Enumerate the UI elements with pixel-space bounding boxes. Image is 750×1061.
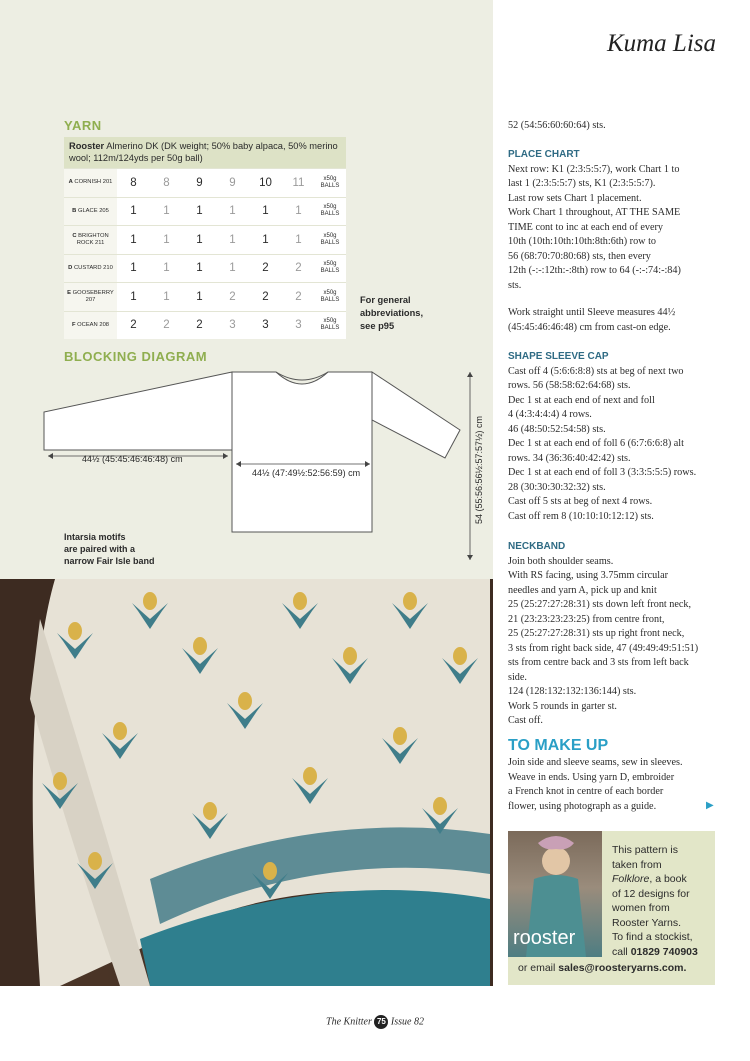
yarn-shade-label: E GOOSEBERRY 207 xyxy=(64,283,117,311)
promo-line: call xyxy=(612,945,628,958)
instruction-line: Join side and sleeve seams, sew in sleeves. xyxy=(508,757,683,768)
yarn-table xyxy=(64,137,346,339)
yarn-row xyxy=(64,311,346,340)
yarn-quantity: 2 xyxy=(229,290,236,303)
yarn-heading: YARN xyxy=(64,118,102,133)
sleeve-cap-heading: SHAPE SLEEVE CAP xyxy=(508,351,609,362)
instruction-line: last 1 (2:3:5:5:7) sts, K1 (2:3:5:5:7). xyxy=(508,178,656,189)
instruction-line: (45:45:46:46:48) cm from cast-on edge. xyxy=(508,321,671,333)
length-label: 54 (55:56:56½:57:57½) cm xyxy=(474,415,484,525)
yarn-quantity: 2 xyxy=(130,319,137,332)
phone-number[interactable]: 01829 740903 xyxy=(630,945,698,958)
instruction-line: Cast off. xyxy=(508,715,543,726)
yarn-quantity: 1 xyxy=(262,205,269,218)
yarn-quantity: 1 xyxy=(295,233,302,246)
yarn-quantity: 8 xyxy=(163,176,170,189)
issue-number: Issue 82 xyxy=(390,1016,424,1028)
yarn-unit: x50g BALLS xyxy=(320,318,340,332)
instruction-line: TIME cont to inc at each end of every xyxy=(508,221,664,233)
sleeve-cap-text xyxy=(508,365,730,525)
yarn-shade-label: F OCEAN 208 xyxy=(64,312,117,340)
yarn-quantity: 9 xyxy=(196,176,203,189)
instruction-line: Last row sets Chart 1 placement. xyxy=(508,192,642,204)
neckband-heading: NECKBAND xyxy=(508,541,566,552)
yarn-description xyxy=(64,137,346,168)
promo-line: or email xyxy=(518,962,556,974)
yarn-quantity: 1 xyxy=(163,290,170,303)
sleeve-cap-section xyxy=(508,350,730,524)
yarn-quantity: 3 xyxy=(229,319,236,332)
yarn-quantity: 1 xyxy=(196,233,203,246)
yarn-quantity: 1 xyxy=(229,262,236,275)
yarn-quantity: 1 xyxy=(130,205,137,218)
promo-line: To find a stockist, xyxy=(612,931,693,943)
yarn-unit: x50g BALLS xyxy=(320,289,340,303)
yarn-quantity: 9 xyxy=(229,176,236,189)
yarn-quantity: 2 xyxy=(262,262,269,275)
yarn-row xyxy=(64,168,346,197)
instruction-line: 28 (30:30:30:32:32) sts. xyxy=(508,481,606,493)
instruction-line: Dec 1 st at each end of foll 6 (6:7:6:6:8) alt xyxy=(508,438,684,449)
instruction-line: Dec 1 st at each end of foll 3 (3:3:5:5:5) rows. xyxy=(508,467,697,478)
yarn-quantity: 1 xyxy=(163,205,170,218)
rooster-logo: rooster xyxy=(513,927,576,949)
make-up-heading: TO MAKE UP xyxy=(508,737,609,754)
promo-text xyxy=(612,843,712,959)
instruction-line: side. xyxy=(508,671,527,683)
book-promo xyxy=(508,831,715,985)
instruction-line: sts. xyxy=(508,279,522,291)
make-up-text xyxy=(508,756,730,814)
sweater-photo xyxy=(0,579,493,986)
promo-line: Rooster Yarns. xyxy=(612,916,682,929)
instruction-line: Work straight until Sleeve measures 44½ xyxy=(508,307,676,318)
straight-section xyxy=(508,306,730,335)
yarn-unit: x50g BALLS xyxy=(320,232,340,246)
make-up-section xyxy=(508,756,730,814)
page-number: 75 xyxy=(374,1015,388,1029)
yarn-unit: x50g BALLS xyxy=(320,204,340,218)
promo-line: women from xyxy=(612,902,670,914)
instructions-continued xyxy=(508,119,730,134)
instruction-line: 10th (10th:10th:10th:8th:6th) row to xyxy=(508,236,656,247)
instruction-line: needles and yarn A, pick up and knit xyxy=(508,584,657,596)
note-line: abbreviations, xyxy=(360,308,424,318)
instruction-line: Join both shoulder seams. xyxy=(508,555,614,567)
yarn-row xyxy=(64,225,346,254)
intarsia-note xyxy=(64,531,155,567)
general-abbreviations-note xyxy=(360,294,423,333)
yarn-quantity: 2 xyxy=(295,262,302,275)
instruction-line: flower, using photograph as a guide. xyxy=(508,800,657,812)
yarn-quantity: 1 xyxy=(295,205,302,218)
continued-line: 52 (54:56:60:60:64) sts. xyxy=(508,120,606,131)
yarn-quantity: 1 xyxy=(196,290,203,303)
yarn-quantity: 1 xyxy=(229,205,236,218)
instruction-line: 56 (68:70:70:80:68) sts, then every xyxy=(508,250,651,262)
promo-email-line xyxy=(518,962,686,974)
yarn-quantity: 2 xyxy=(196,319,203,332)
instruction-line: sts from centre back and 3 sts from left back xyxy=(508,657,689,668)
note-line: narrow Fair Isle band xyxy=(64,556,155,566)
instruction-line: 12th (-:-:12th:-:8th) row to 64 (-:-:74:-:84) xyxy=(508,265,681,276)
promo-line: This pattern is xyxy=(612,844,678,856)
yarn-quantity: 2 xyxy=(262,290,269,303)
next-page-arrow-icon: ▶ xyxy=(706,800,714,811)
instruction-line: Work 5 rounds in garter st. xyxy=(508,700,617,712)
note-line: are paired with a xyxy=(64,544,136,554)
yarn-quantity: 1 xyxy=(196,205,203,218)
yarn-shade-label: D CUSTARD 210 xyxy=(64,255,117,283)
yarn-brand: Rooster xyxy=(69,141,105,151)
note-line: see p95 xyxy=(360,321,395,331)
yarn-row xyxy=(64,197,346,226)
yarn-quantity: 1 xyxy=(163,262,170,275)
sleeve-width-label: 44½ (45:45:46:46:48) cm xyxy=(82,454,183,464)
sweater-illustration xyxy=(0,579,493,986)
yarn-unit: x50g BALLS xyxy=(320,261,340,275)
instruction-line: Dec 1 st at each end of next and foll xyxy=(508,394,655,406)
note-line: For general xyxy=(360,295,411,305)
instruction-line: a French knot in centre of each border xyxy=(508,786,664,797)
promo-line: taken from xyxy=(612,858,662,871)
yarn-quantity: 1 xyxy=(130,233,137,246)
yarn-quantity: 3 xyxy=(295,319,302,332)
yarn-shade-label: A CORNISH 201 xyxy=(64,169,117,197)
left-sleeve-outline xyxy=(44,372,232,450)
instruction-line: 21 (23:23:23:23:25) from centre front, xyxy=(508,613,665,625)
instruction-line: 4 (4:3:4:4:4) 4 rows. xyxy=(508,409,592,420)
book-cover-image xyxy=(508,831,602,957)
instruction-line: With RS facing, using 3.75mm circular xyxy=(508,570,669,581)
yarn-quantity: 11 xyxy=(292,176,305,189)
instruction-line: Cast off rem 8 (10:10:10:12:12) sts. xyxy=(508,510,654,522)
yarn-quantity: 1 xyxy=(163,233,170,246)
body-outline xyxy=(232,372,372,532)
place-chart-heading: PLACE CHART xyxy=(508,149,580,160)
neckband-section xyxy=(508,540,730,729)
yarn-quantity: 10 xyxy=(259,176,272,189)
yarn-shade-label: B GLACE 205 xyxy=(64,198,117,226)
instruction-line: 25 (25:27:27:28:31) sts down left front neck, xyxy=(508,599,692,610)
book-title: Folklore xyxy=(612,873,650,885)
instruction-line: 46 (48:50:52:54:58) sts. xyxy=(508,423,606,435)
neckband-text xyxy=(508,555,730,729)
instruction-line: rows. 34 (36:36:40:42:42) sts. xyxy=(508,452,631,464)
instruction-line: rows. 56 (58:58:62:64:68) sts. xyxy=(508,380,631,391)
instruction-line: 3 sts from right back side, 47 (49:49:49:51:51) xyxy=(508,642,699,654)
promo-line: , a book xyxy=(649,873,687,885)
yarn-quantity: 2 xyxy=(295,290,302,303)
yarn-shade-label: C BRIGHTON ROCK 211 xyxy=(64,226,117,254)
blocking-heading: BLOCKING DIAGRAM xyxy=(64,349,208,364)
yarn-spec: Almerino DK (DK weight; 50% baby alpaca, 50% merino wool; 112m/124yds per 50g ball) xyxy=(69,141,338,163)
promo-line: of 12 designs for xyxy=(612,887,690,900)
yarn-quantity: 8 xyxy=(130,176,137,189)
yarn-quantity: 1 xyxy=(130,262,137,275)
yarn-row xyxy=(64,282,346,311)
yarn-quantity: 1 xyxy=(229,233,236,246)
pattern-title: Kuma Lisa xyxy=(606,30,716,57)
page-footer xyxy=(0,1015,750,1029)
email-link[interactable]: sales@roosteryarns.com. xyxy=(558,962,687,974)
book-cover-art xyxy=(508,831,602,957)
place-chart-text xyxy=(508,163,730,294)
instruction-line: 25 (25:27:27:28:31) sts up right front neck, xyxy=(508,628,685,639)
body-width-label: 44½ (47:49½:52:56:59) cm xyxy=(252,468,361,478)
yarn-quantity: 3 xyxy=(262,319,269,332)
yarn-quantity: 1 xyxy=(196,262,203,275)
instruction-line: Work Chart 1 throughout, AT THE SAME xyxy=(508,207,681,218)
yarn-quantity: 1 xyxy=(130,290,137,303)
instruction-line: Cast off 5 sts at beg of next 4 rows. xyxy=(508,496,653,507)
instruction-line: Weave in ends. Using yarn D, embroider xyxy=(508,771,675,783)
straight-text xyxy=(508,306,730,335)
yarn-row xyxy=(64,254,346,283)
instruction-line: Next row: K1 (2:3:5:5:7), work Chart 1 to xyxy=(508,163,680,175)
instruction-line: 124 (128:132:132:136:144) sts. xyxy=(508,686,637,697)
right-sleeve-outline xyxy=(372,372,460,458)
yarn-unit: x50g BALLS xyxy=(320,175,340,189)
note-line: Intarsia motifs xyxy=(64,532,126,542)
magazine-name: The Knitter xyxy=(326,1016,372,1028)
instruction-line: Cast off 4 (5:6:6:8:8) sts at beg of next two xyxy=(508,365,684,377)
yarn-quantity: 1 xyxy=(262,233,269,246)
place-chart-section xyxy=(508,148,730,293)
yarn-quantity: 2 xyxy=(163,319,170,332)
